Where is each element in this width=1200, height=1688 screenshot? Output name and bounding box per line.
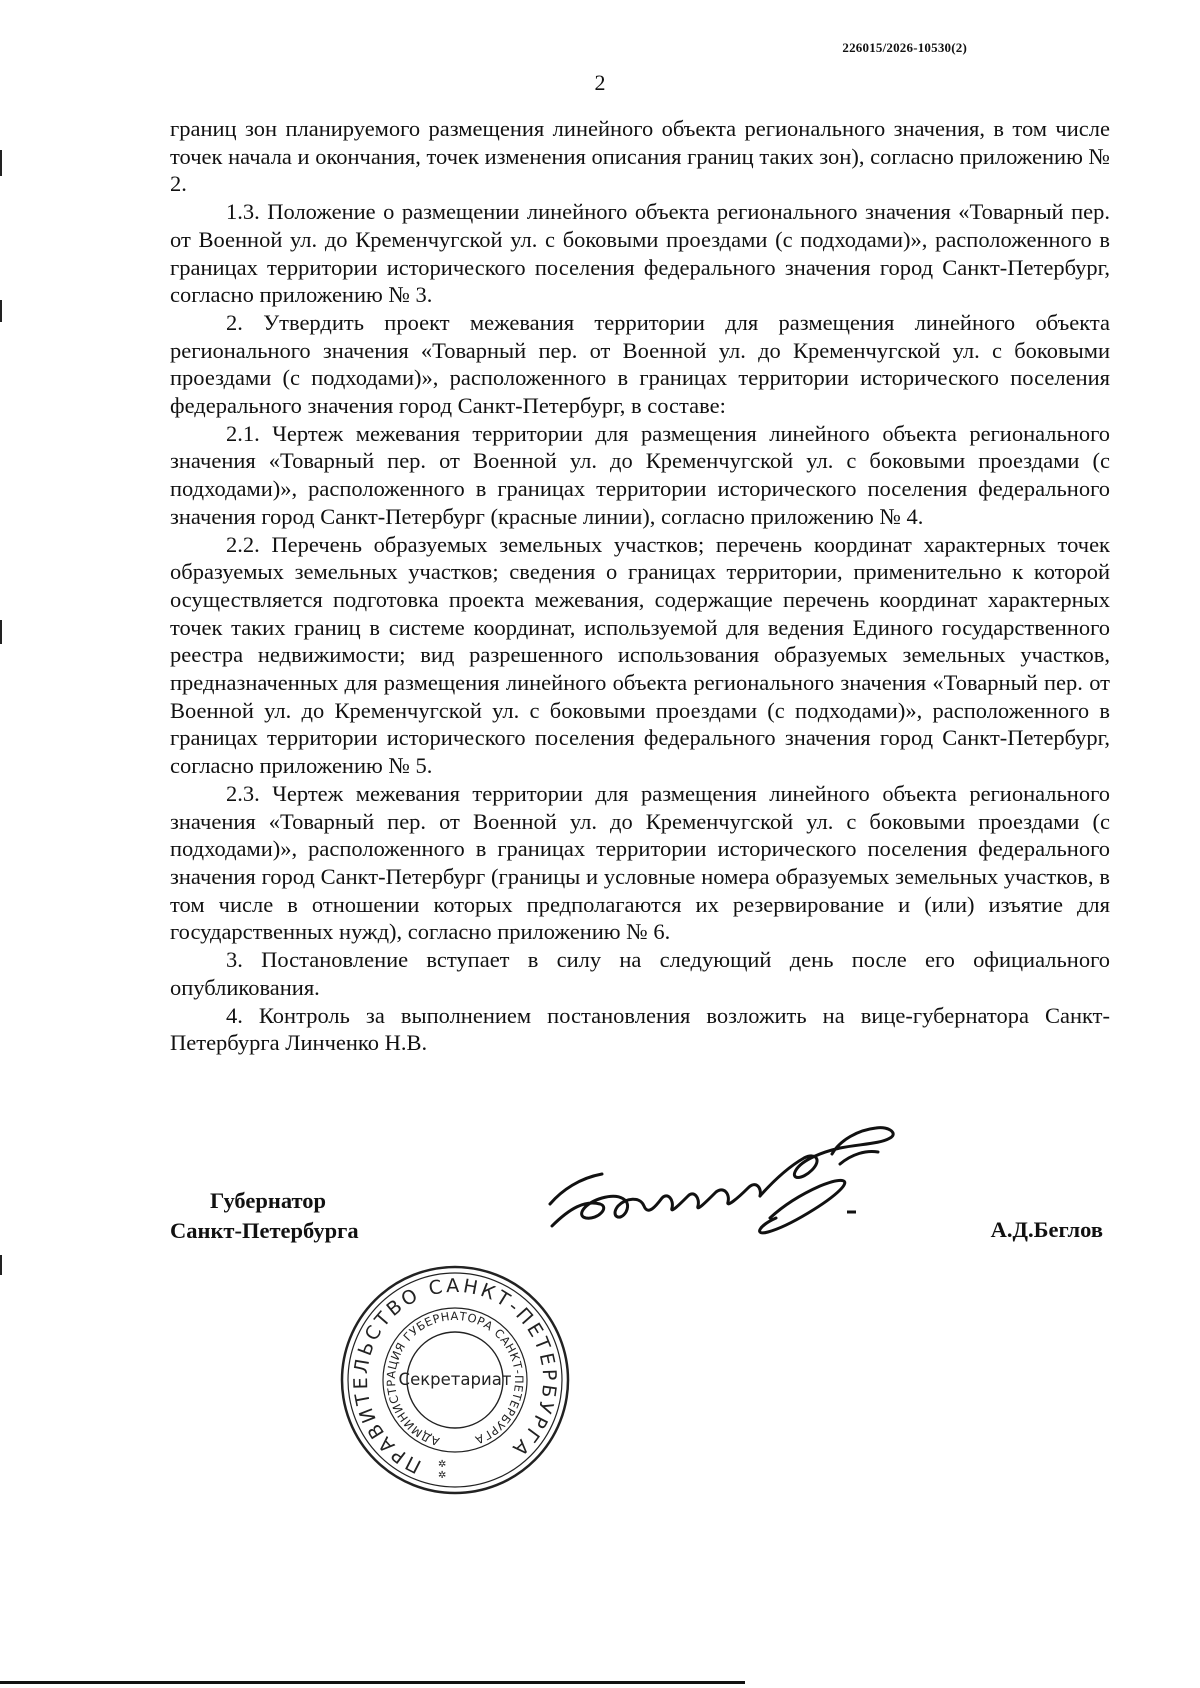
- paragraph: 4. Контроль за выполнением постановления возложить на вице-губернатора Санкт-Петербурга Линченко Н.В.: [170, 1002, 1110, 1056]
- svg-text:✲: ✲: [438, 1470, 447, 1481]
- svg-text:Секретариат: Секретариат: [398, 1370, 512, 1389]
- official-seal-stamp: [335, 1260, 575, 1500]
- signatory-title-line1: Губернатор: [210, 1188, 327, 1213]
- scan-edge-mark: [0, 1255, 2, 1275]
- paragraph: 2.1. Чертеж межевания территории для размещения линейного объекта регионального значения «Товарный пер. от Военной ул. до Кременчугской ул. с боковыми проездами (с подходами)», расположенного в границах территории исторического поселения федерального значения город Санкт-Петербург (красные линии), согласно приложению № 4.: [170, 420, 1110, 529]
- paragraph: 2.2. Перечень образуемых земельных участков; перечень координат характерных точек образуемых земельных участков; сведения о границах территории, применительно к которой осуществляется подготовка проекта межевания, содержащие перечень координат характерных точек таких границ в системе координат, используемой для ведения Единого государственного реестра недвижимости; вид разрешенного использования образуемых земельных участков, предназначенных для размещения линейного объекта регионального значения «Товарный пер. от Военной ул. до Кременчугской ул. с боковыми проездами (с подходами)», расположенного в границах территории исторического поселения федерального значения город Санкт-Петербург, согласно приложению № 5.: [170, 531, 1110, 779]
- scan-edge-mark: [0, 620, 2, 644]
- paragraph: 1.3. Положение о размещении линейного объекта регионального значения «Товарный пер. от Военной ул. до Кременчугской ул. с боковыми проездами (с подходами)», расположенного в границах территории исторического поселения федерального значения город Санкт-Петербург, согласно приложению № 3.: [170, 199, 1110, 308]
- signatory-name: А.Д.Беглов: [990, 1217, 1103, 1242]
- signatory-title-line2: Санкт-Петербурга: [170, 1218, 359, 1243]
- handwritten-signature: [540, 1108, 940, 1248]
- paragraph: границ зон планируемого размещения линейного объекта регионального значения, в том числе точек начала и окончания, точек изменения описания границ таких зон), согласно приложению № 2.: [170, 116, 1110, 197]
- signatory-title: [170, 1186, 359, 1246]
- paragraph: 3. Постановление вступает в силу на следующий день после его официального опубликования.: [170, 947, 1110, 1000]
- page-number: 2: [594, 70, 606, 95]
- document-number: 226015/2026-10530(2): [842, 40, 967, 55]
- svg-text:АДМИНИСТРАЦИЯ ГУБЕРНАТОРА САНК: АДМИНИСТРАЦИЯ ГУБЕРНАТОРА САНКТ-ПЕТЕРБУРГА: [383, 1308, 527, 1449]
- scan-edge-mark: [0, 300, 2, 322]
- scan-edge-mark: [0, 150, 2, 176]
- svg-text:ПРАВИТЕЛЬСТВО САНКТ-ПЕТЕРБУРГА: ПРАВИТЕЛЬСТВО САНКТ-ПЕТЕРБУРГА: [349, 1274, 561, 1478]
- svg-text:✲: ✲: [438, 1459, 447, 1470]
- document-body: [170, 115, 1110, 1057]
- paragraph: 2.3. Чертеж межевания территории для размещения линейного объекта регионального значения «Товарный пер. от Военной ул. до Кременчугской ул. с боковыми проездами (с подходами)», расположенного в границах территории исторического поселения федерального значения город Санкт-Петербург (границы и условные номера образуемых земельных участков, в том числе в отношении которых предполагаются их резервирование и (или) изъятие для государственных нужд), согласно приложению № 6.: [170, 780, 1110, 945]
- paragraph: 2. Утвердить проект межевания территории для размещения линейного объекта регионального значения «Товарный пер. от Военной ул. до Кременчугской ул. с боковыми проездами (с подходами)», расположенного в границах территории исторического поселения федерального значения город Санкт-Петербург, в составе:: [170, 309, 1110, 419]
- scan-bottom-edge: [0, 1681, 745, 1684]
